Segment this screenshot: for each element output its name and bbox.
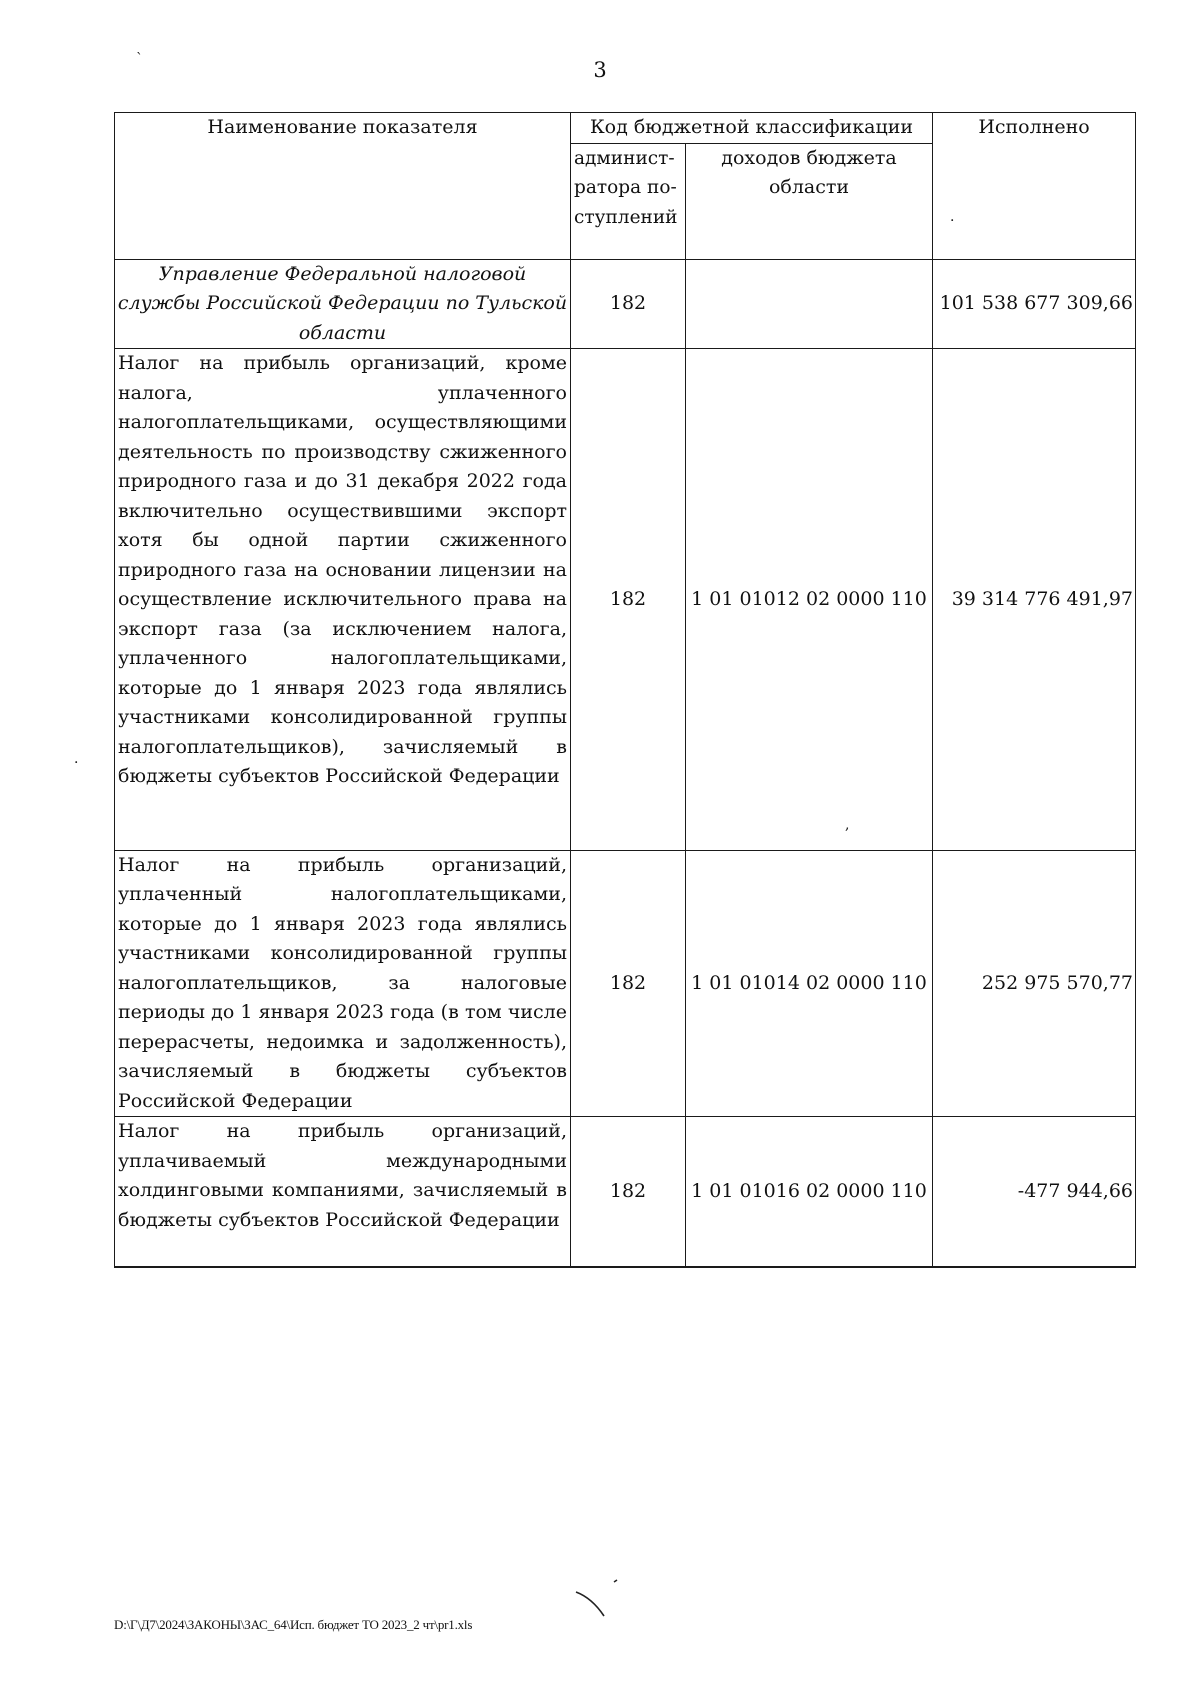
row-admin-code: 182 [571, 349, 686, 851]
row-admin-code: 182 [571, 850, 686, 1117]
scan-speck: · [74, 755, 79, 771]
row-spacer [118, 792, 567, 850]
page-number: 3 [593, 58, 607, 82]
row-amount: -477 944,66 [933, 1117, 1136, 1267]
row-amount: 252 975 570,77 [933, 850, 1136, 1117]
header-income-code [686, 143, 933, 259]
row-income-code: 1 01 01016 02 0000 110 [686, 1117, 933, 1267]
scan-speck: · [950, 213, 955, 229]
row-spacer [118, 1235, 567, 1263]
header-executed-label: Исполнено [978, 116, 1090, 138]
header-indicator-name: Наименование показателя [115, 113, 571, 260]
table-row [115, 1117, 1136, 1267]
organization-amount: 101 538 677 309,66 [933, 259, 1136, 349]
row-admin-code: 182 [571, 1117, 686, 1267]
row-income-code: 1 01 01014 02 0000 110 [686, 850, 933, 1117]
header-executed [933, 113, 1136, 260]
row-indicator-name [115, 1117, 571, 1267]
organization-income-code [686, 259, 933, 349]
table-row-organization [115, 259, 1136, 349]
organization-name: Управление Федеральной налоговой службы Российской Федерации по Тульской области [115, 259, 571, 349]
header-income-code-label: доходов бюджета области [721, 146, 897, 198]
row-indicator-name [115, 349, 571, 851]
organization-admin-code: 182 [571, 259, 686, 349]
table-header-row [115, 113, 1136, 144]
row-indicator-name-text: Налог на прибыль организаций, уплачиваемый международными холдинговыми компаниями, зачисляемый в бюджеты субъектов Российской Федерации [118, 1120, 567, 1231]
scan-stroke-mark [574, 1578, 624, 1628]
scan-speck: ` [136, 51, 143, 67]
row-amount: 39 314 776 491,97 [933, 349, 1136, 851]
header-administrator-code: админист-ратора по-ступлений [571, 143, 686, 259]
row-indicator-name: Налог на прибыль организаций, уплаченный налогоплательщиками, которые до 1 января 2023 года являлись участниками консолидированной группы налогоплательщиков, за налоговые периоды до 1 января 2023 года (в том числе перерасчеты, недоимка и задолженность), зачисляемый в бюджеты субъектов Российской Федерации [115, 850, 571, 1117]
footer-file-path: D:\Г\Д7\2024\ЗАКОНЫ\ЗАС_64\Исп. бюджет ТО 2023_2 чт\pr1.xls [114, 1617, 473, 1632]
budget-execution-table [114, 112, 1136, 1268]
row-income-code: 1 01 01012 02 0000 110 [686, 349, 933, 851]
header-budget-classification-code: Код бюджетной классификации [571, 113, 933, 144]
scan-speck: , [845, 817, 850, 833]
row-indicator-name-text: Налог на прибыль организаций, кроме налога, уплаченного налогоплательщиками, осуществляющими деятельность по производству сжиженного природного газа и до 31 декабря 2022 года включительно осуществившими экспорт хотя бы одной партии сжиженного природного газа на основании лицензии на осуществление исключительного права на экспорт газа (за исключением налога, уплаченного налогоплательщиками, которые до 1 января 2023 года являлись участниками консолидированной группы налогоплательщиков), зачисляемый в бюджеты субъектов Российской Федерации [118, 352, 567, 787]
table-row [115, 850, 1136, 1117]
table-row [115, 349, 1136, 851]
